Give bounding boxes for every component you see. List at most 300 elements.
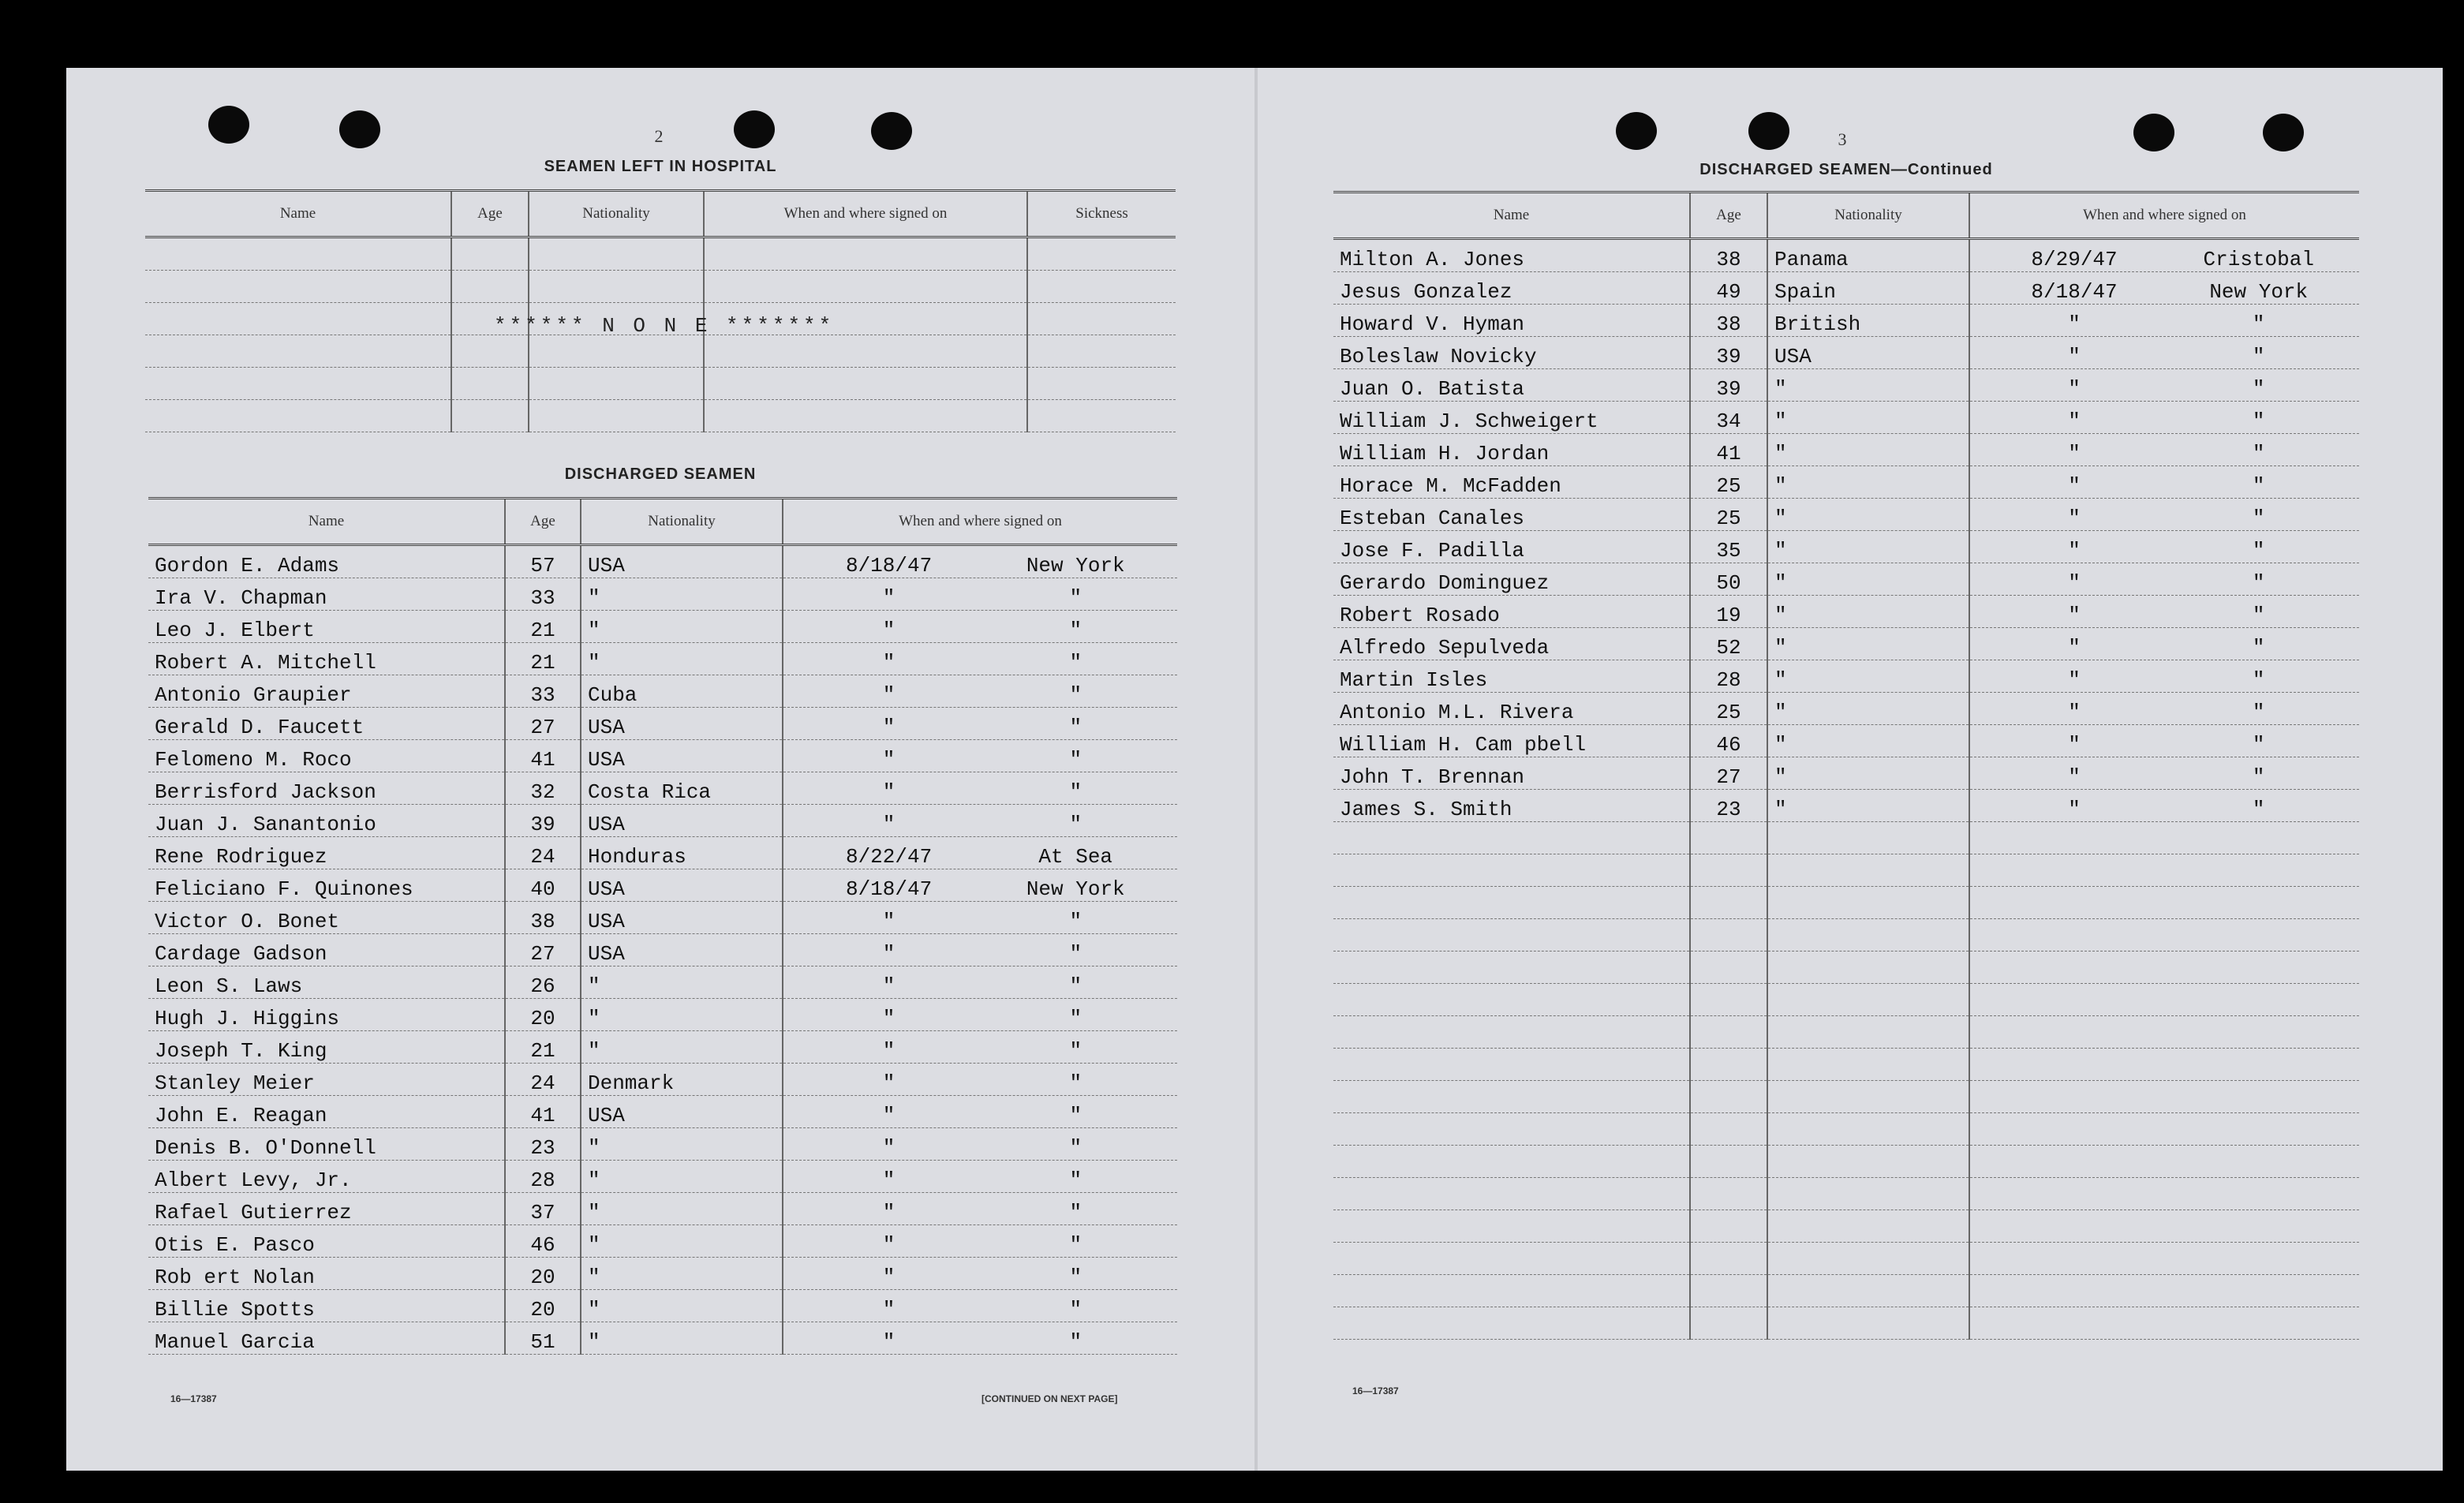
signed-on-cell xyxy=(1969,531,2359,563)
signed-on-place: " xyxy=(2252,668,2265,692)
blank-cell xyxy=(1333,887,1690,919)
table-row xyxy=(148,740,1177,772)
blank-cell xyxy=(1027,335,1176,368)
blank-row xyxy=(1333,1210,2359,1243)
signed-on-cell xyxy=(783,1031,1177,1064)
seaman-name: Rafael Gutierrez xyxy=(148,1193,505,1225)
seaman-name: Otis E. Pasco xyxy=(148,1225,505,1258)
signed-on-date: " xyxy=(882,683,895,707)
seaman-name: Hugh J. Higgins xyxy=(148,999,505,1031)
signed-on-cell xyxy=(783,740,1177,772)
blank-cell xyxy=(1969,984,2359,1016)
column-header: When and where signed on xyxy=(783,499,1177,545)
blank-cell xyxy=(1333,1307,1690,1340)
blank-cell xyxy=(1690,1178,1767,1210)
signed-on-place: At Sea xyxy=(1038,845,1113,869)
signed-on-place: " xyxy=(1069,1266,1082,1289)
blank-cell xyxy=(1969,1016,2359,1049)
signed-on-date: " xyxy=(2068,701,2081,724)
seaman-name: John E. Reagan xyxy=(148,1096,505,1128)
blank-row xyxy=(1333,1243,2359,1275)
signed-on-cell xyxy=(783,1322,1177,1355)
seaman-age: 28 xyxy=(505,1161,581,1193)
seaman-age: 23 xyxy=(1690,790,1767,822)
seaman-name: Berrisford Jackson xyxy=(148,772,505,805)
column-header: Nationality xyxy=(581,499,783,545)
blank-cell xyxy=(1767,1243,1969,1275)
seaman-age: 49 xyxy=(1690,272,1767,305)
blank-cell xyxy=(451,400,529,432)
form-number-right: 16—17387 xyxy=(1352,1385,1399,1396)
blank-row xyxy=(1333,887,2359,919)
seaman-age: 24 xyxy=(505,837,581,869)
blank-cell xyxy=(1969,952,2359,984)
table-row xyxy=(148,805,1177,837)
signed-on-date: " xyxy=(882,1168,895,1192)
table-row xyxy=(148,1031,1177,1064)
blank-row xyxy=(145,237,1176,271)
seaman-nationality: USA xyxy=(581,1096,783,1128)
signed-on-date: " xyxy=(2068,312,2081,336)
signed-on-place: " xyxy=(1069,1330,1082,1354)
table-row xyxy=(1333,628,2359,660)
table-row xyxy=(148,1096,1177,1128)
seaman-age: 51 xyxy=(505,1322,581,1355)
seaman-name: Gerardo Dominguez xyxy=(1333,563,1690,596)
signed-on-date: " xyxy=(2068,765,2081,789)
blank-cell xyxy=(1333,1210,1690,1243)
signed-on-place: " xyxy=(2252,442,2265,465)
blank-cell xyxy=(1690,984,1767,1016)
signed-on-place: " xyxy=(2252,345,2265,368)
blank-cell xyxy=(704,237,1027,271)
seaman-name: Juan O. Batista xyxy=(1333,369,1690,402)
signed-on-date: " xyxy=(882,1136,895,1160)
blank-cell xyxy=(1969,822,2359,854)
table-row xyxy=(148,772,1177,805)
blank-cell xyxy=(1027,303,1176,335)
signed-on-place: " xyxy=(1069,780,1082,804)
seaman-name: Jose F. Padilla xyxy=(1333,531,1690,563)
signed-on-date: 8/18/47 xyxy=(845,877,933,901)
table-row xyxy=(148,1322,1177,1355)
page-number-left: 2 xyxy=(654,126,664,146)
blank-cell xyxy=(145,335,451,368)
column-header: Age xyxy=(505,499,581,545)
signed-on-cell xyxy=(1969,466,2359,499)
punch-hole xyxy=(1748,112,1789,150)
seaman-age: 37 xyxy=(505,1193,581,1225)
signed-on-date: " xyxy=(2068,377,2081,401)
signed-on-place: " xyxy=(2252,474,2265,498)
seaman-age: 21 xyxy=(505,643,581,675)
blank-cell xyxy=(1027,237,1176,271)
seaman-nationality: USA xyxy=(581,805,783,837)
punch-hole xyxy=(2133,114,2174,151)
signed-on-place: " xyxy=(1069,1071,1082,1095)
seaman-name: Esteban Canales xyxy=(1333,499,1690,531)
signed-on-place: " xyxy=(2252,539,2265,563)
signed-on-place: " xyxy=(1069,1298,1082,1322)
signed-on-date: " xyxy=(882,1007,895,1030)
signed-on-place: " xyxy=(1069,651,1082,675)
signed-on-cell xyxy=(1969,596,2359,628)
signed-on-cell xyxy=(783,545,1177,578)
signed-on-place: " xyxy=(2252,377,2265,401)
table-row xyxy=(1333,596,2359,628)
blank-cell xyxy=(1767,919,1969,952)
seaman-nationality: " xyxy=(581,1161,783,1193)
seaman-age: 41 xyxy=(505,1096,581,1128)
seaman-nationality: British xyxy=(1767,305,1969,337)
seaman-age: 25 xyxy=(1690,693,1767,725)
signed-on-cell xyxy=(783,675,1177,708)
discharged-table-right xyxy=(1333,191,2359,1340)
blank-cell xyxy=(451,335,529,368)
seaman-nationality: " xyxy=(581,1225,783,1258)
signed-on-place: " xyxy=(2252,733,2265,757)
signed-on-cell xyxy=(783,999,1177,1031)
blank-cell xyxy=(704,368,1027,400)
blank-row xyxy=(1333,1081,2359,1113)
signed-on-place: " xyxy=(2252,604,2265,627)
signed-on-place: " xyxy=(1069,1007,1082,1030)
blank-cell xyxy=(451,368,529,400)
signed-on-cell xyxy=(783,1193,1177,1225)
seaman-nationality: " xyxy=(1767,402,1969,434)
blank-cell xyxy=(1969,887,2359,919)
blank-cell xyxy=(704,335,1027,368)
seaman-age: 20 xyxy=(505,1290,581,1322)
seaman-name: Denis B. O'Donnell xyxy=(148,1128,505,1161)
blank-row xyxy=(1333,1307,2359,1340)
blank-cell xyxy=(1333,1081,1690,1113)
table-row xyxy=(148,966,1177,999)
blank-cell xyxy=(1767,822,1969,854)
blank-cell xyxy=(1690,919,1767,952)
signed-on-date: " xyxy=(2068,345,2081,368)
signed-on-place: " xyxy=(1069,619,1082,642)
signed-on-cell xyxy=(783,1128,1177,1161)
seaman-age: 33 xyxy=(505,675,581,708)
signed-on-place: " xyxy=(1069,974,1082,998)
seaman-nationality: " xyxy=(1767,466,1969,499)
seaman-nationality: " xyxy=(1767,531,1969,563)
column-header: Age xyxy=(451,191,529,237)
signed-on-date: " xyxy=(882,974,895,998)
signed-on-place: " xyxy=(1069,1201,1082,1224)
blank-cell xyxy=(1333,984,1690,1016)
signed-on-place: " xyxy=(1069,942,1082,966)
blank-cell xyxy=(1969,1243,2359,1275)
signed-on-cell xyxy=(783,578,1177,611)
seaman-age: 38 xyxy=(505,902,581,934)
seaman-nationality: " xyxy=(581,643,783,675)
blank-cell xyxy=(1333,1178,1690,1210)
seaman-age: 50 xyxy=(1690,563,1767,596)
blank-cell xyxy=(1969,1178,2359,1210)
blank-cell xyxy=(1333,1243,1690,1275)
hospital-table xyxy=(145,189,1176,432)
seaman-age: 38 xyxy=(1690,239,1767,272)
seaman-nationality: Panama xyxy=(1767,239,1969,272)
seaman-age: 27 xyxy=(505,708,581,740)
blank-cell xyxy=(704,400,1027,432)
signed-on-date: " xyxy=(2068,442,2081,465)
seaman-name: Antonio M.L. Rivera xyxy=(1333,693,1690,725)
blank-cell xyxy=(1690,1210,1767,1243)
signed-on-cell xyxy=(783,1064,1177,1096)
signed-on-place: Cristobal xyxy=(2203,248,2314,271)
blank-cell xyxy=(1333,1016,1690,1049)
seaman-name: William H. Cam pbell xyxy=(1333,725,1690,757)
signed-on-date: 8/22/47 xyxy=(845,845,933,869)
seaman-nationality: USA xyxy=(581,869,783,902)
blank-cell xyxy=(1767,1113,1969,1146)
column-header: Age xyxy=(1690,193,1767,239)
seaman-nationality: " xyxy=(1767,660,1969,693)
table-row xyxy=(1333,725,2359,757)
signed-on-place: " xyxy=(2252,507,2265,530)
signed-on-date: " xyxy=(882,1330,895,1354)
blank-row xyxy=(1333,984,2359,1016)
seaman-nationality: " xyxy=(1767,628,1969,660)
seaman-name: Leon S. Laws xyxy=(148,966,505,999)
table-row xyxy=(148,1064,1177,1096)
table-row xyxy=(1333,660,2359,693)
continued-note: [CONTINUED ON NEXT PAGE] xyxy=(981,1393,1118,1404)
seaman-nationality: " xyxy=(581,1031,783,1064)
signed-on-place: " xyxy=(1069,813,1082,836)
table-row xyxy=(1333,563,2359,596)
blank-cell xyxy=(1027,400,1176,432)
signed-on-date: 8/18/47 xyxy=(845,554,933,578)
blank-row xyxy=(145,271,1176,303)
signed-on-place: " xyxy=(1069,1039,1082,1063)
seaman-nationality: " xyxy=(1767,434,1969,466)
blank-cell xyxy=(1333,1146,1690,1178)
seaman-nationality: USA xyxy=(581,934,783,966)
blank-cell xyxy=(451,271,529,303)
seaman-name: Leo J. Elbert xyxy=(148,611,505,643)
seaman-nationality: USA xyxy=(581,708,783,740)
blank-cell xyxy=(1969,1275,2359,1307)
blank-cell xyxy=(1690,1016,1767,1049)
table-row xyxy=(1333,499,2359,531)
signed-on-cell xyxy=(783,805,1177,837)
seaman-name: Cardage Gadson xyxy=(148,934,505,966)
punch-hole xyxy=(339,110,380,148)
signed-on-cell xyxy=(783,1290,1177,1322)
table-row xyxy=(1333,466,2359,499)
seaman-age: 57 xyxy=(505,545,581,578)
blank-cell xyxy=(1690,1243,1767,1275)
seaman-age: 39 xyxy=(1690,337,1767,369)
signed-on-cell xyxy=(783,643,1177,675)
column-header: Nationality xyxy=(529,191,704,237)
signed-on-place: New York xyxy=(1026,877,1125,901)
signed-on-cell xyxy=(1969,790,2359,822)
signed-on-place: " xyxy=(2252,701,2265,724)
seaman-nationality: USA xyxy=(581,740,783,772)
signed-on-cell xyxy=(1969,305,2359,337)
seaman-age: 24 xyxy=(505,1064,581,1096)
seaman-age: 20 xyxy=(505,1258,581,1290)
signed-on-place: " xyxy=(2252,571,2265,595)
blank-cell xyxy=(145,303,451,335)
seaman-nationality: " xyxy=(1767,693,1969,725)
seaman-age: 32 xyxy=(505,772,581,805)
seaman-nationality: " xyxy=(581,1322,783,1355)
signed-on-cell xyxy=(1969,272,2359,305)
table-row xyxy=(148,1258,1177,1290)
seaman-name: Rene Rodriguez xyxy=(148,837,505,869)
blank-cell xyxy=(1969,1210,2359,1243)
table-row xyxy=(1333,369,2359,402)
table-row xyxy=(1333,790,2359,822)
blank-cell xyxy=(1969,1049,2359,1081)
page-fold xyxy=(1254,68,1258,1471)
signed-on-cell xyxy=(1969,757,2359,790)
table-row xyxy=(148,1225,1177,1258)
blank-row xyxy=(1333,1178,2359,1210)
punch-hole xyxy=(208,106,249,144)
blank-cell xyxy=(1767,1307,1969,1340)
signed-on-date: " xyxy=(2068,636,2081,660)
blank-cell xyxy=(1333,952,1690,984)
punch-hole xyxy=(871,112,912,150)
signed-on-date: " xyxy=(882,1039,895,1063)
table-row xyxy=(148,999,1177,1031)
seaman-name: William J. Schweigert xyxy=(1333,402,1690,434)
seaman-age: 46 xyxy=(1690,725,1767,757)
blank-cell xyxy=(1767,887,1969,919)
table-row xyxy=(148,1128,1177,1161)
blank-row xyxy=(1333,952,2359,984)
blank-cell xyxy=(1767,1049,1969,1081)
seaman-nationality: Honduras xyxy=(581,837,783,869)
signed-on-cell xyxy=(783,1096,1177,1128)
seaman-name: John T. Brennan xyxy=(1333,757,1690,790)
blank-row xyxy=(145,400,1176,432)
signed-on-date: " xyxy=(882,586,895,610)
blank-cell xyxy=(1690,1049,1767,1081)
table-row xyxy=(1333,272,2359,305)
signed-on-date: " xyxy=(2068,733,2081,757)
seaman-age: 39 xyxy=(505,805,581,837)
seaman-nationality: " xyxy=(581,1193,783,1225)
blank-cell xyxy=(1333,822,1690,854)
blank-cell xyxy=(1969,854,2359,887)
seaman-name: Billie Spotts xyxy=(148,1290,505,1322)
blank-cell xyxy=(1333,1275,1690,1307)
blank-cell xyxy=(529,368,704,400)
signed-on-place: " xyxy=(2252,312,2265,336)
blank-cell xyxy=(1690,887,1767,919)
seaman-age: 27 xyxy=(505,934,581,966)
blank-row xyxy=(1333,854,2359,887)
signed-on-cell xyxy=(783,708,1177,740)
signed-on-cell xyxy=(1969,628,2359,660)
seaman-age: 33 xyxy=(505,578,581,611)
signed-on-place: " xyxy=(2252,409,2265,433)
seaman-name: James S. Smith xyxy=(1333,790,1690,822)
signed-on-cell xyxy=(1969,369,2359,402)
seaman-name: Antonio Graupier xyxy=(148,675,505,708)
signed-on-place: " xyxy=(2252,636,2265,660)
seaman-name: Robert Rosado xyxy=(1333,596,1690,628)
seaman-nationality: " xyxy=(1767,499,1969,531)
signed-on-date: " xyxy=(2068,539,2081,563)
seaman-nationality: " xyxy=(581,1258,783,1290)
table-row xyxy=(1333,239,2359,272)
seaman-nationality: Spain xyxy=(1767,272,1969,305)
blank-cell xyxy=(1690,952,1767,984)
seaman-name: Manuel Garcia xyxy=(148,1322,505,1355)
seaman-nationality: " xyxy=(581,611,783,643)
seaman-age: 34 xyxy=(1690,402,1767,434)
signed-on-date: " xyxy=(2068,668,2081,692)
seaman-nationality: " xyxy=(1767,369,1969,402)
blank-cell xyxy=(145,237,451,271)
seaman-name: Victor O. Bonet xyxy=(148,902,505,934)
signed-on-place: " xyxy=(1069,716,1082,739)
seaman-age: 21 xyxy=(505,611,581,643)
seaman-name: Horace M. McFadden xyxy=(1333,466,1690,499)
seaman-nationality: " xyxy=(1767,563,1969,596)
signed-on-date: " xyxy=(2068,507,2081,530)
signed-on-place: " xyxy=(1069,910,1082,933)
signed-on-place: New York xyxy=(2209,280,2309,304)
signed-on-cell xyxy=(1969,725,2359,757)
signed-on-cell xyxy=(783,1258,1177,1290)
seaman-age: 28 xyxy=(1690,660,1767,693)
blank-cell xyxy=(704,271,1027,303)
seaman-name: Alfredo Sepulveda xyxy=(1333,628,1690,660)
table-row xyxy=(148,902,1177,934)
seaman-name: Boleslaw Novicky xyxy=(1333,337,1690,369)
column-header: Sickness xyxy=(1027,191,1176,237)
signed-on-place: " xyxy=(1069,1168,1082,1192)
signed-on-date: " xyxy=(882,716,895,739)
signed-on-cell xyxy=(1969,402,2359,434)
table-row xyxy=(1333,305,2359,337)
seaman-nationality: " xyxy=(581,1290,783,1322)
discharged-continued-title: DISCHARGED SEAMEN—Continued xyxy=(1699,161,1993,178)
seaman-age: 39 xyxy=(1690,369,1767,402)
seaman-nationality: " xyxy=(1767,790,1969,822)
blank-cell xyxy=(1690,1081,1767,1113)
blank-cell xyxy=(1767,1275,1969,1307)
signed-on-date: " xyxy=(882,748,895,772)
table-row xyxy=(148,869,1177,902)
seaman-nationality: Cuba xyxy=(581,675,783,708)
seaman-age: 41 xyxy=(505,740,581,772)
table-row xyxy=(148,578,1177,611)
blank-cell xyxy=(1690,1307,1767,1340)
punch-hole xyxy=(734,110,775,148)
signed-on-date: " xyxy=(882,780,895,804)
seaman-name: Gerald D. Faucett xyxy=(148,708,505,740)
seaman-name: Albert Levy, Jr. xyxy=(148,1161,505,1193)
signed-on-date: " xyxy=(2068,474,2081,498)
blank-cell xyxy=(529,400,704,432)
seaman-nationality: " xyxy=(581,578,783,611)
blank-row xyxy=(1333,1016,2359,1049)
blank-cell xyxy=(1969,919,2359,952)
signed-on-cell xyxy=(783,902,1177,934)
form-number-left: 16—17387 xyxy=(170,1393,217,1404)
